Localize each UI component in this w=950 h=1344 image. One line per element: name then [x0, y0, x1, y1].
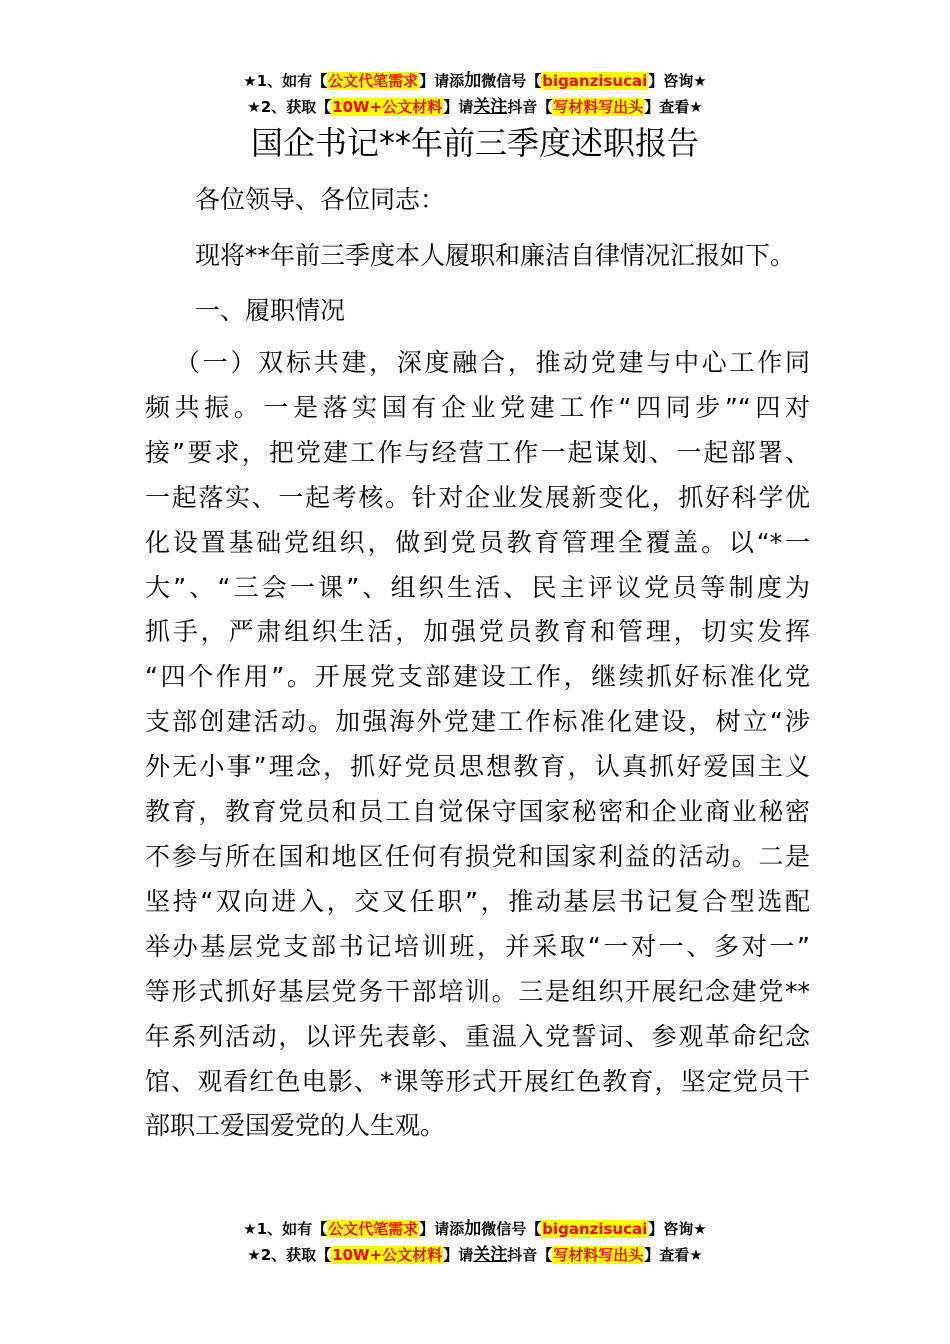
section-heading: 一、履职情况 — [195, 296, 346, 325]
banner-line-1: ★1、如有【公文代笔需求】请添加微信号【biganzisucai】咨询★ — [243, 71, 707, 91]
salutation: 各位领导、各位同志： — [195, 185, 446, 214]
body-line: 抓手，严肃组织生活，加强党员教育和管理，切实发挥 — [145, 617, 810, 647]
document-title: 国企书记**年前三季度述职报告 — [250, 124, 699, 162]
body-line: 支部创建活动。加强海外党建工作标准化建设，树立“涉 — [145, 707, 810, 737]
highlight-ghostwriting: 公文代笔需求 — [328, 1220, 419, 1238]
body-line: 接”要求，把党建工作与经营工作一起谋划、一起部署、 — [145, 437, 810, 467]
body-line: 化设置基础党组织，做到党员教育管理全覆盖。以“*一 — [145, 527, 810, 557]
body-line: 频共振。一是落实国有企业党建工作“四同步”“四对 — [145, 392, 810, 422]
body-paragraph — [145, 341, 810, 1149]
body-line: 年系列活动，以评先表彰、重温入党誓词、参观革命纪念 — [145, 1021, 810, 1051]
body-line: 等形式抓好基层党务干部培训。三是组织开展纪念建党** — [145, 976, 810, 1006]
body-line: 教育，教育党员和员工自觉保守国家秘密和企业商业秘密 — [145, 797, 810, 827]
body-line: 部职工爱国爱党的人生观。 — [145, 1111, 446, 1141]
body-line: 馆、观看红色电影、*课等形式开展红色教育，坚定党员干 — [145, 1066, 810, 1096]
body-line: 坚持“双向进入，交叉任职”，推动基层书记复合型选配 — [145, 886, 810, 916]
highlight-materials: 10W+公文材料 — [332, 98, 443, 116]
body-line: “四个作用”。开展党支部建设工作，继续抓好标准化党 — [145, 662, 810, 692]
body-line: 举办基层党支部书记培训班，并采取“一对一、多对一” — [145, 931, 810, 961]
body-line: 大”、“三会一课”、组织生活、民主评议党员等制度为 — [145, 572, 810, 602]
highlight-wechat-id: biganzisucai — [542, 72, 648, 90]
intro-paragraph: 现将**年前三季度本人履职和廉洁自律情况汇报如下。 — [195, 241, 796, 270]
highlight-douyin: 写材料写出头 — [553, 1246, 644, 1264]
highlight-douyin: 写材料写出头 — [553, 98, 644, 116]
body-line: 外无小事”理念，抓好党员思想教育，认真抓好爱国主义 — [145, 752, 810, 782]
banner-line-2: ★2、获取【10W+公文材料】请关注抖音【写材料写出头】查看★ — [247, 1245, 703, 1265]
body-line: 不参与所在国和地区任何有损党和国家利益的活动。二是 — [145, 841, 810, 871]
body-line: （一）双标共建，深度融合，推动党建与中心工作同 — [175, 348, 810, 377]
highlight-wechat-id: biganzisucai — [542, 1220, 648, 1238]
top-banner — [0, 68, 950, 120]
body-line: 一起落实、一起考核。针对企业发展新变化，抓好科学优 — [145, 482, 810, 512]
banner-line-1: ★1、如有【公文代笔需求】请添加微信号【biganzisucai】咨询★ — [243, 1219, 707, 1239]
bottom-banner — [0, 1216, 950, 1268]
banner-line-2: ★2、获取【10W+公文材料】请关注抖音【写材料写出头】查看★ — [247, 97, 703, 117]
highlight-ghostwriting: 公文代笔需求 — [328, 72, 419, 90]
highlight-materials: 10W+公文材料 — [332, 1246, 443, 1264]
